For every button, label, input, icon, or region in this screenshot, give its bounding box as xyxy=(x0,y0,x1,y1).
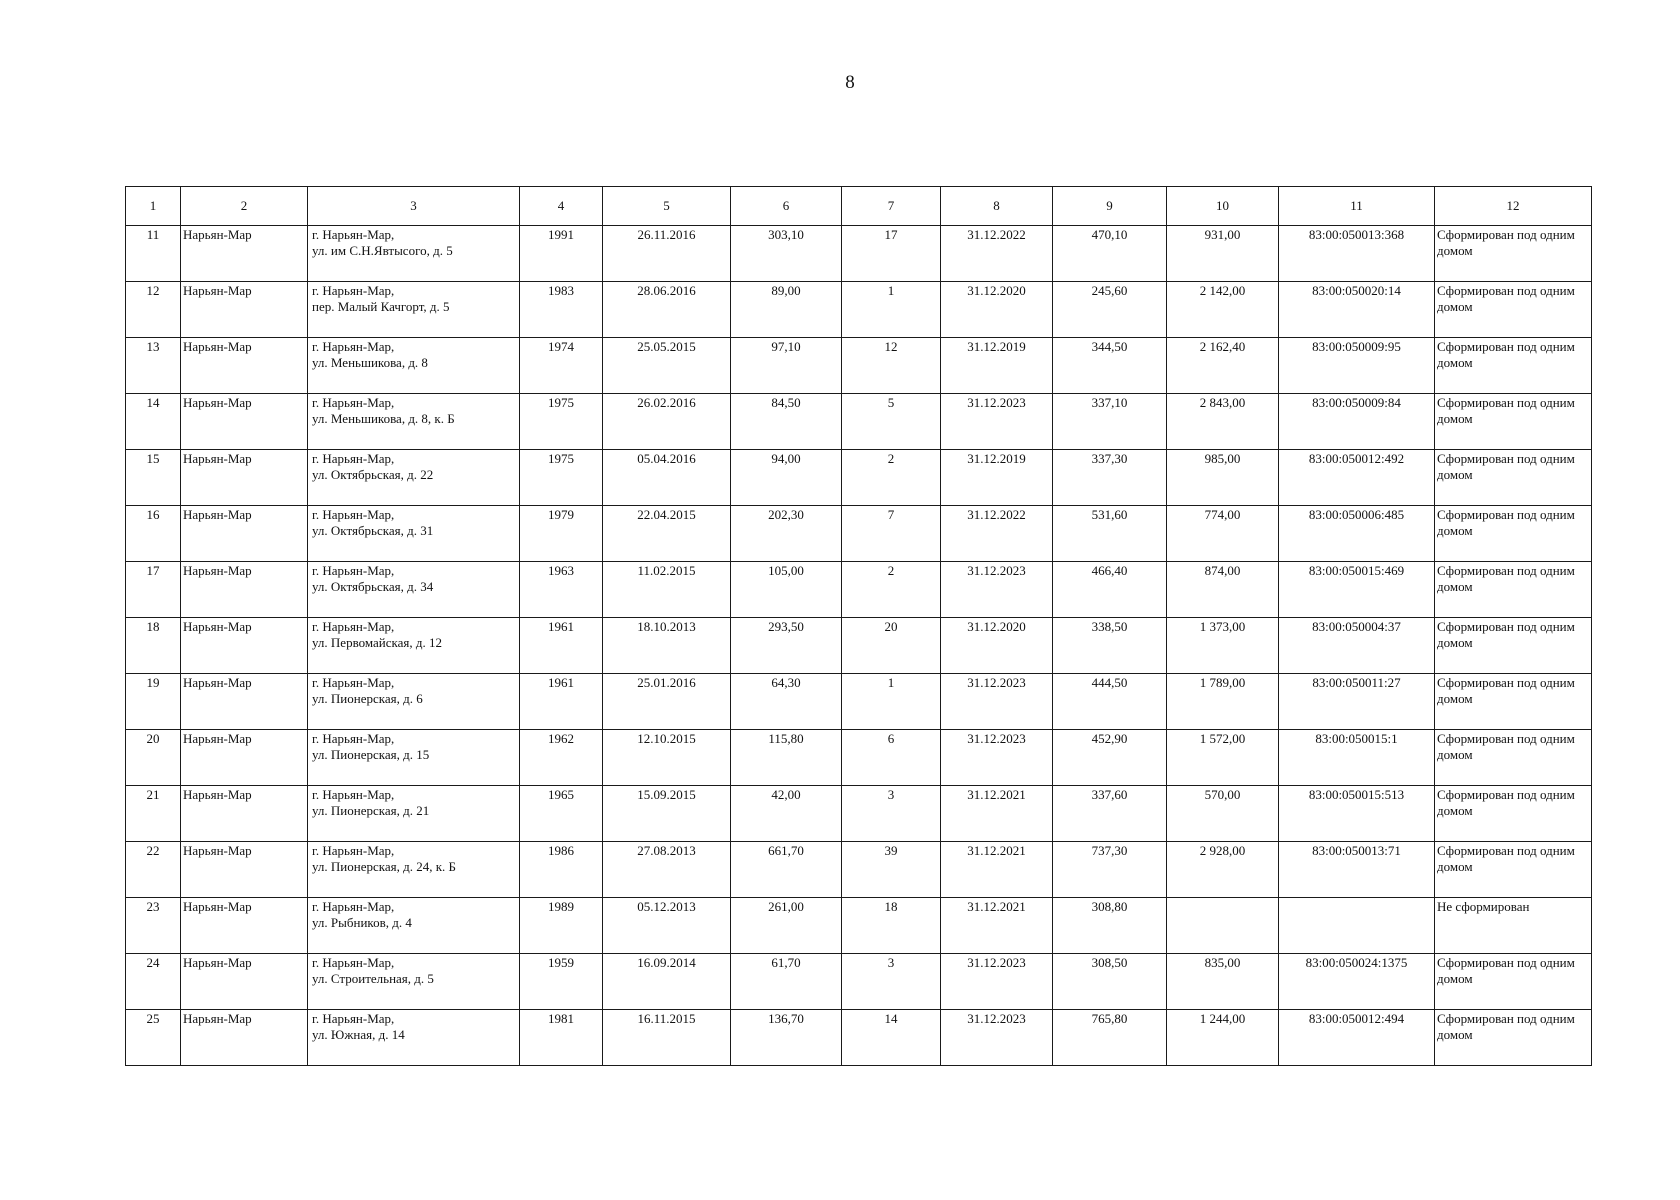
land-area-cell: 2 162,40 xyxy=(1167,338,1279,394)
column-header: 4 xyxy=(520,187,603,226)
area-cell: 202,30 xyxy=(731,506,842,562)
column-header: 1 xyxy=(126,187,181,226)
row-number-cell: 11 xyxy=(126,226,181,282)
year-built-cell: 1979 xyxy=(520,506,603,562)
year-built-cell: 1991 xyxy=(520,226,603,282)
settlement-cell: Нарьян-Мар xyxy=(181,450,308,506)
planned-date-cell: 31.12.2023 xyxy=(941,394,1053,450)
table-row xyxy=(126,842,1592,898)
table-row xyxy=(126,1010,1592,1066)
recognition-date-cell: 05.04.2016 xyxy=(603,450,731,506)
land-area-cell: 931,00 xyxy=(1167,226,1279,282)
row-number-cell: 15 xyxy=(126,450,181,506)
column-number-row xyxy=(126,187,1592,226)
land-area-cell xyxy=(1167,898,1279,954)
address-city-line: г. Нарьян-Мар, xyxy=(312,787,395,802)
land-area-cell: 1 789,00 xyxy=(1167,674,1279,730)
land-status-cell: Сформирован под одним домом xyxy=(1435,450,1592,506)
table-row xyxy=(126,338,1592,394)
planned-date-cell: 31.12.2022 xyxy=(941,506,1053,562)
address-city-line: г. Нарьян-Мар, xyxy=(312,339,395,354)
planned-date-cell: 31.12.2019 xyxy=(941,450,1053,506)
area-cell: 115,80 xyxy=(731,730,842,786)
settlement-cell: Нарьян-Мар xyxy=(181,730,308,786)
land-status-cell: Сформирован под одним домом xyxy=(1435,282,1592,338)
address-street-line: ул. Первомайская, д. 12 xyxy=(312,635,442,650)
recognition-date-cell: 15.09.2015 xyxy=(603,786,731,842)
planned-date-cell: 31.12.2023 xyxy=(941,674,1053,730)
cadastral-number-cell: 83:00:050012:492 xyxy=(1279,450,1435,506)
settlement-cell: Нарьян-Мар xyxy=(181,842,308,898)
year-built-cell: 1986 xyxy=(520,842,603,898)
address-city-line: г. Нарьян-Мар, xyxy=(312,731,395,746)
planned-date-cell: 31.12.2023 xyxy=(941,1010,1053,1066)
land-area-cell: 874,00 xyxy=(1167,562,1279,618)
area-cell: 303,10 xyxy=(731,226,842,282)
address-cell xyxy=(308,786,520,842)
table-body xyxy=(126,226,1592,1066)
recognition-date-cell: 16.09.2014 xyxy=(603,954,731,1010)
residents-count-cell: 1 xyxy=(842,674,941,730)
settlement-cell: Нарьян-Мар xyxy=(181,282,308,338)
land-area-cell: 2 928,00 xyxy=(1167,842,1279,898)
total-area-cell: 470,10 xyxy=(1053,226,1167,282)
address-cell xyxy=(308,450,520,506)
cadastral-number-cell: 83:00:050013:368 xyxy=(1279,226,1435,282)
land-area-cell: 774,00 xyxy=(1167,506,1279,562)
address-cell xyxy=(308,674,520,730)
year-built-cell: 1981 xyxy=(520,1010,603,1066)
row-number-cell: 12 xyxy=(126,282,181,338)
settlement-cell: Нарьян-Мар xyxy=(181,338,308,394)
address-street-line: ул. Пионерская, д. 24, к. Б xyxy=(312,859,457,874)
area-cell: 61,70 xyxy=(731,954,842,1010)
column-header: 3 xyxy=(308,187,520,226)
residents-count-cell: 39 xyxy=(842,842,941,898)
settlement-cell: Нарьян-Мар xyxy=(181,786,308,842)
planned-date-cell: 31.12.2022 xyxy=(941,226,1053,282)
recognition-date-cell: 05.12.2013 xyxy=(603,898,731,954)
address-cell xyxy=(308,898,520,954)
address-street-line: ул. Октябрьская, д. 31 xyxy=(312,523,434,538)
row-number-cell: 20 xyxy=(126,730,181,786)
address-street-line: ул. Южная, д. 14 xyxy=(312,1027,405,1042)
table-row xyxy=(126,226,1592,282)
total-area-cell: 466,40 xyxy=(1053,562,1167,618)
cadastral-number-cell: 83:00:050009:84 xyxy=(1279,394,1435,450)
land-status-cell: Сформирован под одним домом xyxy=(1435,786,1592,842)
planned-date-cell: 31.12.2021 xyxy=(941,898,1053,954)
address-city-line: г. Нарьян-Мар, xyxy=(312,955,395,970)
total-area-cell: 452,90 xyxy=(1053,730,1167,786)
address-city-line: г. Нарьян-Мар, xyxy=(312,563,395,578)
land-status-cell: Сформирован под одним домом xyxy=(1435,618,1592,674)
address-street-line: ул. Рыбников, д. 4 xyxy=(312,915,412,930)
planned-date-cell: 31.12.2020 xyxy=(941,618,1053,674)
address-city-line: г. Нарьян-Мар, xyxy=(312,843,395,858)
table-row xyxy=(126,954,1592,1010)
row-number-cell: 17 xyxy=(126,562,181,618)
table-row xyxy=(126,394,1592,450)
address-street-line: ул. Меньшикова, д. 8, к. Б xyxy=(312,411,455,426)
housing-registry-table xyxy=(125,186,1592,1066)
total-area-cell: 338,50 xyxy=(1053,618,1167,674)
residents-count-cell: 14 xyxy=(842,1010,941,1066)
planned-date-cell: 31.12.2021 xyxy=(941,842,1053,898)
address-street-line: ул. Меньшикова, д. 8 xyxy=(312,355,428,370)
residents-count-cell: 12 xyxy=(842,338,941,394)
year-built-cell: 1975 xyxy=(520,394,603,450)
address-cell xyxy=(308,394,520,450)
table-row xyxy=(126,674,1592,730)
cadastral-number-cell: 83:00:050015:513 xyxy=(1279,786,1435,842)
year-built-cell: 1989 xyxy=(520,898,603,954)
page-number: 8 xyxy=(845,72,855,93)
cadastral-number-cell: 83:00:050009:95 xyxy=(1279,338,1435,394)
recognition-date-cell: 26.11.2016 xyxy=(603,226,731,282)
settlement-cell: Нарьян-Мар xyxy=(181,394,308,450)
address-city-line: г. Нарьян-Мар, xyxy=(312,451,395,466)
column-header: 7 xyxy=(842,187,941,226)
area-cell: 293,50 xyxy=(731,618,842,674)
year-built-cell: 1959 xyxy=(520,954,603,1010)
settlement-cell: Нарьян-Мар xyxy=(181,506,308,562)
area-cell: 661,70 xyxy=(731,842,842,898)
table-row xyxy=(126,786,1592,842)
address-city-line: г. Нарьян-Мар, xyxy=(312,395,395,410)
cadastral-number-cell: 83:00:050012:494 xyxy=(1279,1010,1435,1066)
cadastral-number-cell: 83:00:050015:469 xyxy=(1279,562,1435,618)
year-built-cell: 1974 xyxy=(520,338,603,394)
recognition-date-cell: 28.06.2016 xyxy=(603,282,731,338)
area-cell: 94,00 xyxy=(731,450,842,506)
year-built-cell: 1961 xyxy=(520,674,603,730)
settlement-cell: Нарьян-Мар xyxy=(181,226,308,282)
residents-count-cell: 2 xyxy=(842,450,941,506)
address-city-line: г. Нарьян-Мар, xyxy=(312,619,395,634)
recognition-date-cell: 16.11.2015 xyxy=(603,1010,731,1066)
recognition-date-cell: 26.02.2016 xyxy=(603,394,731,450)
year-built-cell: 1983 xyxy=(520,282,603,338)
planned-date-cell: 31.12.2019 xyxy=(941,338,1053,394)
total-area-cell: 308,80 xyxy=(1053,898,1167,954)
land-area-cell: 570,00 xyxy=(1167,786,1279,842)
land-status-cell: Сформирован под одним домом xyxy=(1435,730,1592,786)
residents-count-cell: 18 xyxy=(842,898,941,954)
land-status-cell: Не сформирован xyxy=(1435,898,1592,954)
land-status-cell: Сформирован под одним домом xyxy=(1435,226,1592,282)
cadastral-number-cell: 83:00:050024:1375 xyxy=(1279,954,1435,1010)
recognition-date-cell: 18.10.2013 xyxy=(603,618,731,674)
row-number-cell: 22 xyxy=(126,842,181,898)
area-cell: 42,00 xyxy=(731,786,842,842)
residents-count-cell: 6 xyxy=(842,730,941,786)
land-status-cell: Сформирован под одним домом xyxy=(1435,674,1592,730)
cadastral-number-cell: 83:00:050015:1 xyxy=(1279,730,1435,786)
table-row xyxy=(126,562,1592,618)
column-header: 6 xyxy=(731,187,842,226)
recognition-date-cell: 27.08.2013 xyxy=(603,842,731,898)
land-area-cell: 1 373,00 xyxy=(1167,618,1279,674)
table-row xyxy=(126,282,1592,338)
row-number-cell: 21 xyxy=(126,786,181,842)
address-street-line: ул. Октябрьская, д. 22 xyxy=(312,467,434,482)
year-built-cell: 1961 xyxy=(520,618,603,674)
address-street-line: ул. Пионерская, д. 6 xyxy=(312,691,423,706)
address-city-line: г. Нарьян-Мар, xyxy=(312,283,395,298)
address-cell xyxy=(308,338,520,394)
address-cell xyxy=(308,1010,520,1066)
year-built-cell: 1965 xyxy=(520,786,603,842)
table-row xyxy=(126,450,1592,506)
total-area-cell: 337,30 xyxy=(1053,450,1167,506)
address-street-line: ул. Пионерская, д. 21 xyxy=(312,803,430,818)
address-city-line: г. Нарьян-Мар, xyxy=(312,899,395,914)
address-street-line: ул. Строительная, д. 5 xyxy=(312,971,434,986)
address-cell xyxy=(308,618,520,674)
total-area-cell: 245,60 xyxy=(1053,282,1167,338)
land-status-cell: Сформирован под одним домом xyxy=(1435,842,1592,898)
year-built-cell: 1975 xyxy=(520,450,603,506)
column-header: 9 xyxy=(1053,187,1167,226)
address-cell xyxy=(308,226,520,282)
land-area-cell: 1 572,00 xyxy=(1167,730,1279,786)
address-cell xyxy=(308,954,520,1010)
cadastral-number-cell: 83:00:050004:37 xyxy=(1279,618,1435,674)
address-street-line: ул. Октябрьская, д. 34 xyxy=(312,579,434,594)
area-cell: 89,00 xyxy=(731,282,842,338)
address-street-line: ул. им С.Н.Явтысого, д. 5 xyxy=(312,243,453,258)
residents-count-cell: 1 xyxy=(842,282,941,338)
cadastral-number-cell xyxy=(1279,898,1435,954)
land-area-cell: 2 142,00 xyxy=(1167,282,1279,338)
table-row xyxy=(126,730,1592,786)
total-area-cell: 444,50 xyxy=(1053,674,1167,730)
residents-count-cell: 2 xyxy=(842,562,941,618)
row-number-cell: 25 xyxy=(126,1010,181,1066)
land-area-cell: 2 843,00 xyxy=(1167,394,1279,450)
land-area-cell: 985,00 xyxy=(1167,450,1279,506)
cadastral-number-cell: 83:00:050011:27 xyxy=(1279,674,1435,730)
total-area-cell: 765,80 xyxy=(1053,1010,1167,1066)
settlement-cell: Нарьян-Мар xyxy=(181,674,308,730)
planned-date-cell: 31.12.2023 xyxy=(941,954,1053,1010)
recognition-date-cell: 22.04.2015 xyxy=(603,506,731,562)
area-cell: 136,70 xyxy=(731,1010,842,1066)
land-status-cell: Сформирован под одним домом xyxy=(1435,394,1592,450)
row-number-cell: 16 xyxy=(126,506,181,562)
residents-count-cell: 17 xyxy=(842,226,941,282)
planned-date-cell: 31.12.2020 xyxy=(941,282,1053,338)
table-row xyxy=(126,506,1592,562)
cadastral-number-cell: 83:00:050020:14 xyxy=(1279,282,1435,338)
year-built-cell: 1962 xyxy=(520,730,603,786)
total-area-cell: 737,30 xyxy=(1053,842,1167,898)
column-header: 12 xyxy=(1435,187,1592,226)
year-built-cell: 1963 xyxy=(520,562,603,618)
land-status-cell: Сформирован под одним домом xyxy=(1435,506,1592,562)
column-header: 8 xyxy=(941,187,1053,226)
recognition-date-cell: 11.02.2015 xyxy=(603,562,731,618)
table-row xyxy=(126,898,1592,954)
address-cell xyxy=(308,282,520,338)
address-city-line: г. Нарьян-Мар, xyxy=(312,507,395,522)
total-area-cell: 337,10 xyxy=(1053,394,1167,450)
total-area-cell: 531,60 xyxy=(1053,506,1167,562)
column-header: 10 xyxy=(1167,187,1279,226)
land-status-cell: Сформирован под одним домом xyxy=(1435,1010,1592,1066)
recognition-date-cell: 25.05.2015 xyxy=(603,338,731,394)
cadastral-number-cell: 83:00:050013:71 xyxy=(1279,842,1435,898)
column-header: 11 xyxy=(1279,187,1435,226)
address-cell xyxy=(308,506,520,562)
land-status-cell: Сформирован под одним домом xyxy=(1435,562,1592,618)
row-number-cell: 14 xyxy=(126,394,181,450)
settlement-cell: Нарьян-Мар xyxy=(181,954,308,1010)
land-area-cell: 1 244,00 xyxy=(1167,1010,1279,1066)
planned-date-cell: 31.12.2021 xyxy=(941,786,1053,842)
address-city-line: г. Нарьян-Мар, xyxy=(312,1011,395,1026)
area-cell: 105,00 xyxy=(731,562,842,618)
table-row xyxy=(126,618,1592,674)
residents-count-cell: 3 xyxy=(842,786,941,842)
column-header: 5 xyxy=(603,187,731,226)
area-cell: 64,30 xyxy=(731,674,842,730)
residents-count-cell: 20 xyxy=(842,618,941,674)
land-status-cell: Сформирован под одним домом xyxy=(1435,954,1592,1010)
address-cell xyxy=(308,842,520,898)
settlement-cell: Нарьян-Мар xyxy=(181,562,308,618)
residents-count-cell: 7 xyxy=(842,506,941,562)
total-area-cell: 344,50 xyxy=(1053,338,1167,394)
residents-count-cell: 3 xyxy=(842,954,941,1010)
address-cell xyxy=(308,562,520,618)
address-city-line: г. Нарьян-Мар, xyxy=(312,675,395,690)
row-number-cell: 13 xyxy=(126,338,181,394)
area-cell: 97,10 xyxy=(731,338,842,394)
address-street-line: пер. Малый Качгорт, д. 5 xyxy=(312,299,450,314)
area-cell: 84,50 xyxy=(731,394,842,450)
row-number-cell: 18 xyxy=(126,618,181,674)
planned-date-cell: 31.12.2023 xyxy=(941,562,1053,618)
row-number-cell: 19 xyxy=(126,674,181,730)
settlement-cell: Нарьян-Мар xyxy=(181,618,308,674)
total-area-cell: 337,60 xyxy=(1053,786,1167,842)
recognition-date-cell: 25.01.2016 xyxy=(603,674,731,730)
land-status-cell: Сформирован под одним домом xyxy=(1435,338,1592,394)
planned-date-cell: 31.12.2023 xyxy=(941,730,1053,786)
total-area-cell: 308,50 xyxy=(1053,954,1167,1010)
address-city-line: г. Нарьян-Мар, xyxy=(312,227,395,242)
settlement-cell: Нарьян-Мар xyxy=(181,1010,308,1066)
cadastral-number-cell: 83:00:050006:485 xyxy=(1279,506,1435,562)
column-header: 2 xyxy=(181,187,308,226)
area-cell: 261,00 xyxy=(731,898,842,954)
residents-count-cell: 5 xyxy=(842,394,941,450)
land-area-cell: 835,00 xyxy=(1167,954,1279,1010)
row-number-cell: 24 xyxy=(126,954,181,1010)
settlement-cell: Нарьян-Мар xyxy=(181,898,308,954)
address-street-line: ул. Пионерская, д. 15 xyxy=(312,747,430,762)
recognition-date-cell: 12.10.2015 xyxy=(603,730,731,786)
address-cell xyxy=(308,730,520,786)
row-number-cell: 23 xyxy=(126,898,181,954)
